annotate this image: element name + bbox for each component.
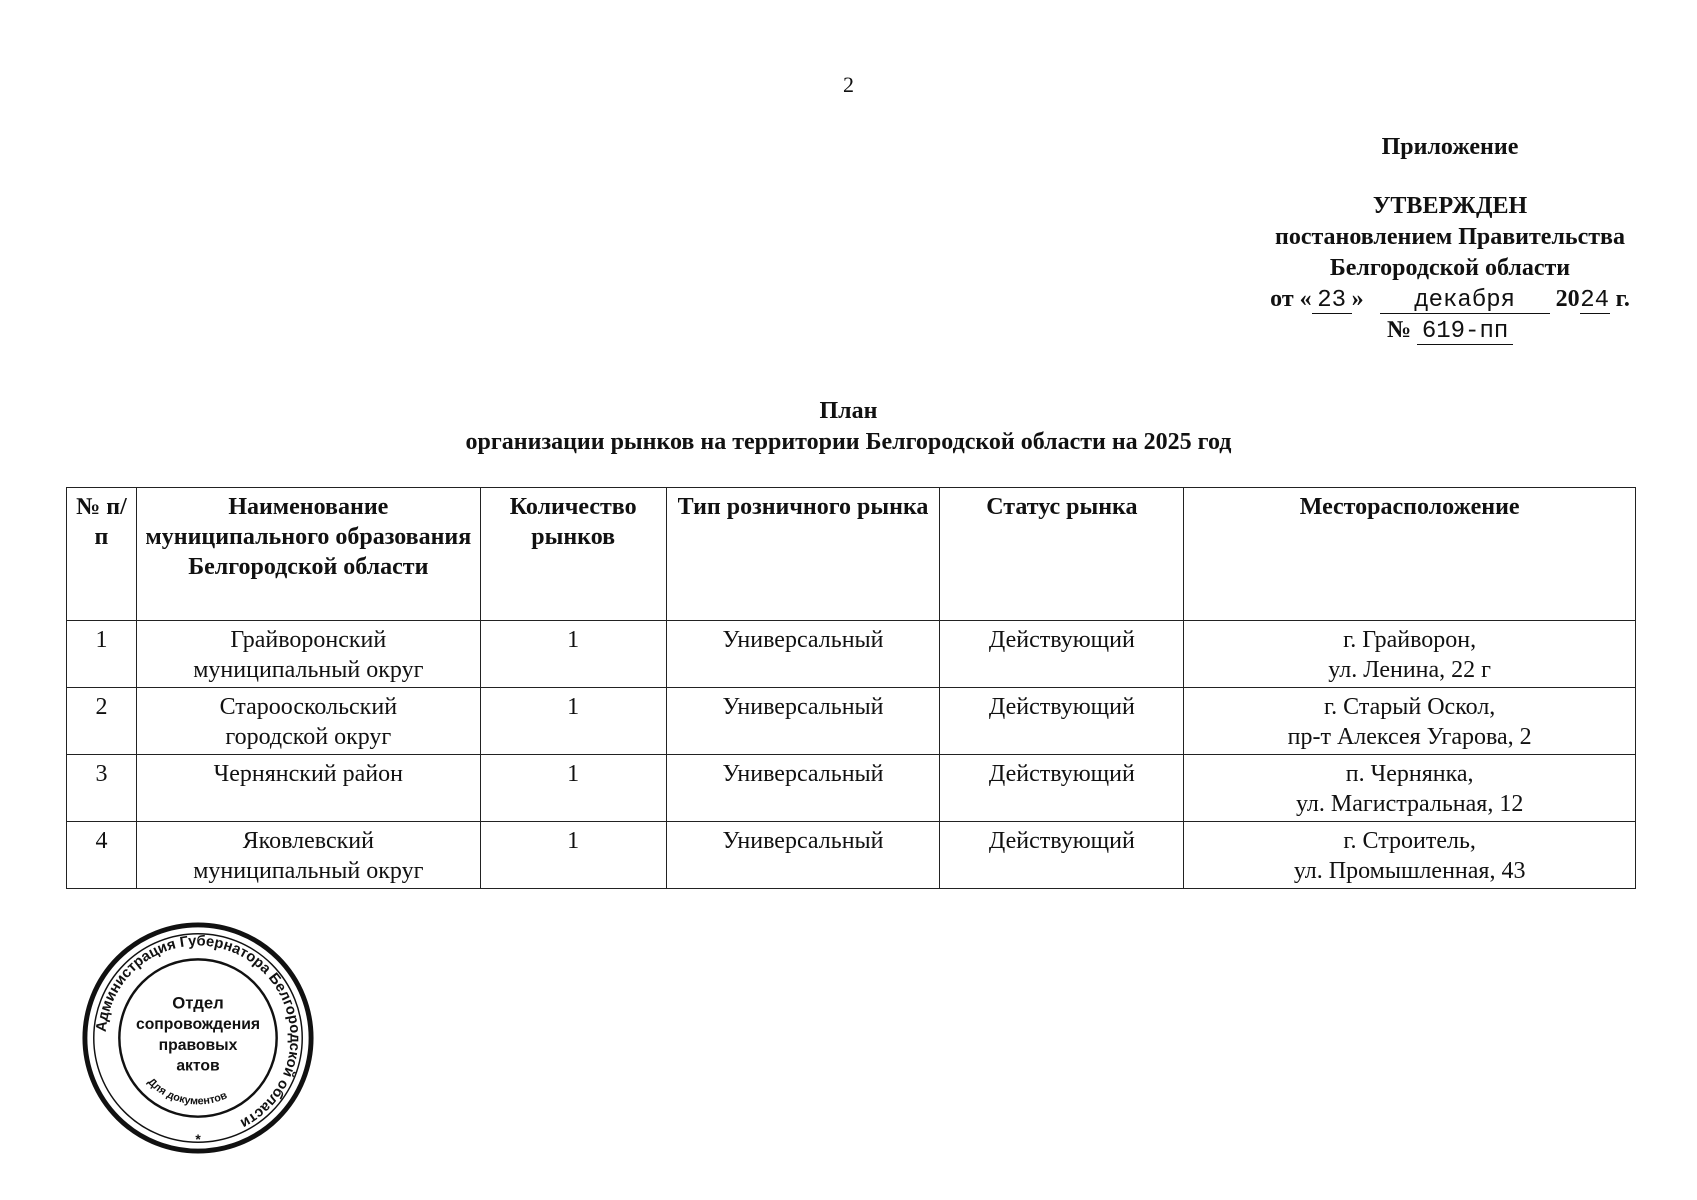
cell-municipality (136, 688, 480, 755)
municipality-line-2: муниципальный округ (193, 858, 424, 884)
table-header-row (67, 488, 1636, 621)
cell-location (1184, 755, 1636, 822)
table-row (67, 822, 1636, 889)
official-stamp (80, 920, 316, 1156)
header-municipality: Наименование муниципального образования Белгородской области (136, 488, 480, 621)
location-line-1: г. Грайворон, (1343, 627, 1477, 653)
location-line-1: г. Старый Оскол, (1323, 694, 1496, 720)
approval-line-1: постановлением Правительства (1274, 224, 1625, 250)
municipality-line-2: муниципальный округ (193, 657, 424, 683)
appendix-label: Приложение (1381, 134, 1519, 160)
cell-status: Действующий (940, 688, 1184, 755)
header-number: № п/п (67, 488, 137, 621)
cell-count: 1 (480, 755, 666, 822)
approval-number (1190, 315, 1697, 346)
date-year-suffix: 24 (1580, 287, 1610, 314)
cell-status: Действующий (940, 621, 1184, 688)
cell-type: Универсальный (666, 621, 940, 688)
cell-type: Универсальный (666, 822, 940, 889)
cell-location (1184, 688, 1636, 755)
cell-municipality (136, 621, 480, 688)
header-count: Количество рынков (480, 488, 666, 621)
header-location: Месторасположение (1184, 488, 1636, 621)
municipality-line-1: Старооскольский (219, 694, 398, 720)
cell-type: Универсальный (666, 755, 940, 822)
header-type: Тип розничного рынка (666, 488, 940, 621)
location-line-2: ул. Ленина, 22 г (1328, 657, 1492, 683)
number-prefix: № (1386, 317, 1412, 343)
number-value: 619-пп (1417, 320, 1513, 345)
stamp-ring-text: Администрация Губернатора Белгородской области (93, 933, 303, 1132)
municipality-line-1: Грайворонский (230, 627, 387, 653)
markets-plan-table (66, 487, 1636, 889)
cell-status: Действующий (940, 822, 1184, 889)
page-number: 2 (843, 72, 854, 97)
stamp-center-line-4: актов (176, 1057, 220, 1075)
table-row (67, 688, 1636, 755)
cell-municipality (136, 822, 480, 889)
stamp-center-line-1: Отдел (172, 993, 224, 1013)
title-line-1: План (819, 398, 878, 424)
cell-number: 2 (67, 688, 137, 755)
approval-line-2: Белгородской области (1329, 255, 1571, 281)
stamp-star: * (195, 1132, 201, 1148)
cell-type: Универсальный (666, 688, 940, 755)
location-line-1: г. Строитель, (1343, 828, 1476, 854)
location-line-1: п. Чернянка, (1345, 761, 1474, 787)
location-line-2: ул. Промышленная, 43 (1293, 858, 1526, 884)
table-row (67, 621, 1636, 688)
cell-count: 1 (480, 621, 666, 688)
date-month: декабря (1380, 289, 1550, 314)
stamp-center-line-3: правовых (158, 1036, 238, 1054)
municipality-line-1: Яковлевский (242, 828, 374, 854)
approval-date (1190, 284, 1697, 315)
municipality-line-2: городской округ (225, 724, 392, 750)
cell-count: 1 (480, 688, 666, 755)
date-day: 23 (1312, 289, 1352, 314)
cell-number: 3 (67, 755, 137, 822)
document-title (0, 396, 1697, 458)
cell-count: 1 (480, 822, 666, 889)
stamp-center-line-2: сопровождения (135, 1016, 261, 1034)
location-line-2: ул. Магистральная, 12 (1295, 791, 1524, 817)
cell-municipality (136, 755, 480, 822)
cell-status: Действующий (940, 755, 1184, 822)
header-status: Статус рынка (940, 488, 1184, 621)
approved-label: УТВЕРЖДЕН (1372, 193, 1528, 219)
location-line-2: пр-т Алексея Угарова, 2 (1287, 724, 1532, 750)
municipality-line-1: Чернянский район (213, 761, 403, 787)
cell-location (1184, 822, 1636, 889)
date-prefix: от « (1270, 286, 1312, 312)
stamp-inner-bottom-text: Для документов (145, 1075, 229, 1108)
cell-number: 4 (67, 822, 137, 889)
date-year-unit: г. (1615, 286, 1630, 312)
title-line-2: организации рынков на территории Белгородской области на 2025 год (465, 429, 1232, 455)
table-row (67, 755, 1636, 822)
date-day-close: » (1351, 286, 1364, 312)
cell-location (1184, 621, 1636, 688)
approval-block (1190, 132, 1697, 346)
date-year-prefix: 20 (1555, 286, 1580, 312)
cell-number: 1 (67, 621, 137, 688)
